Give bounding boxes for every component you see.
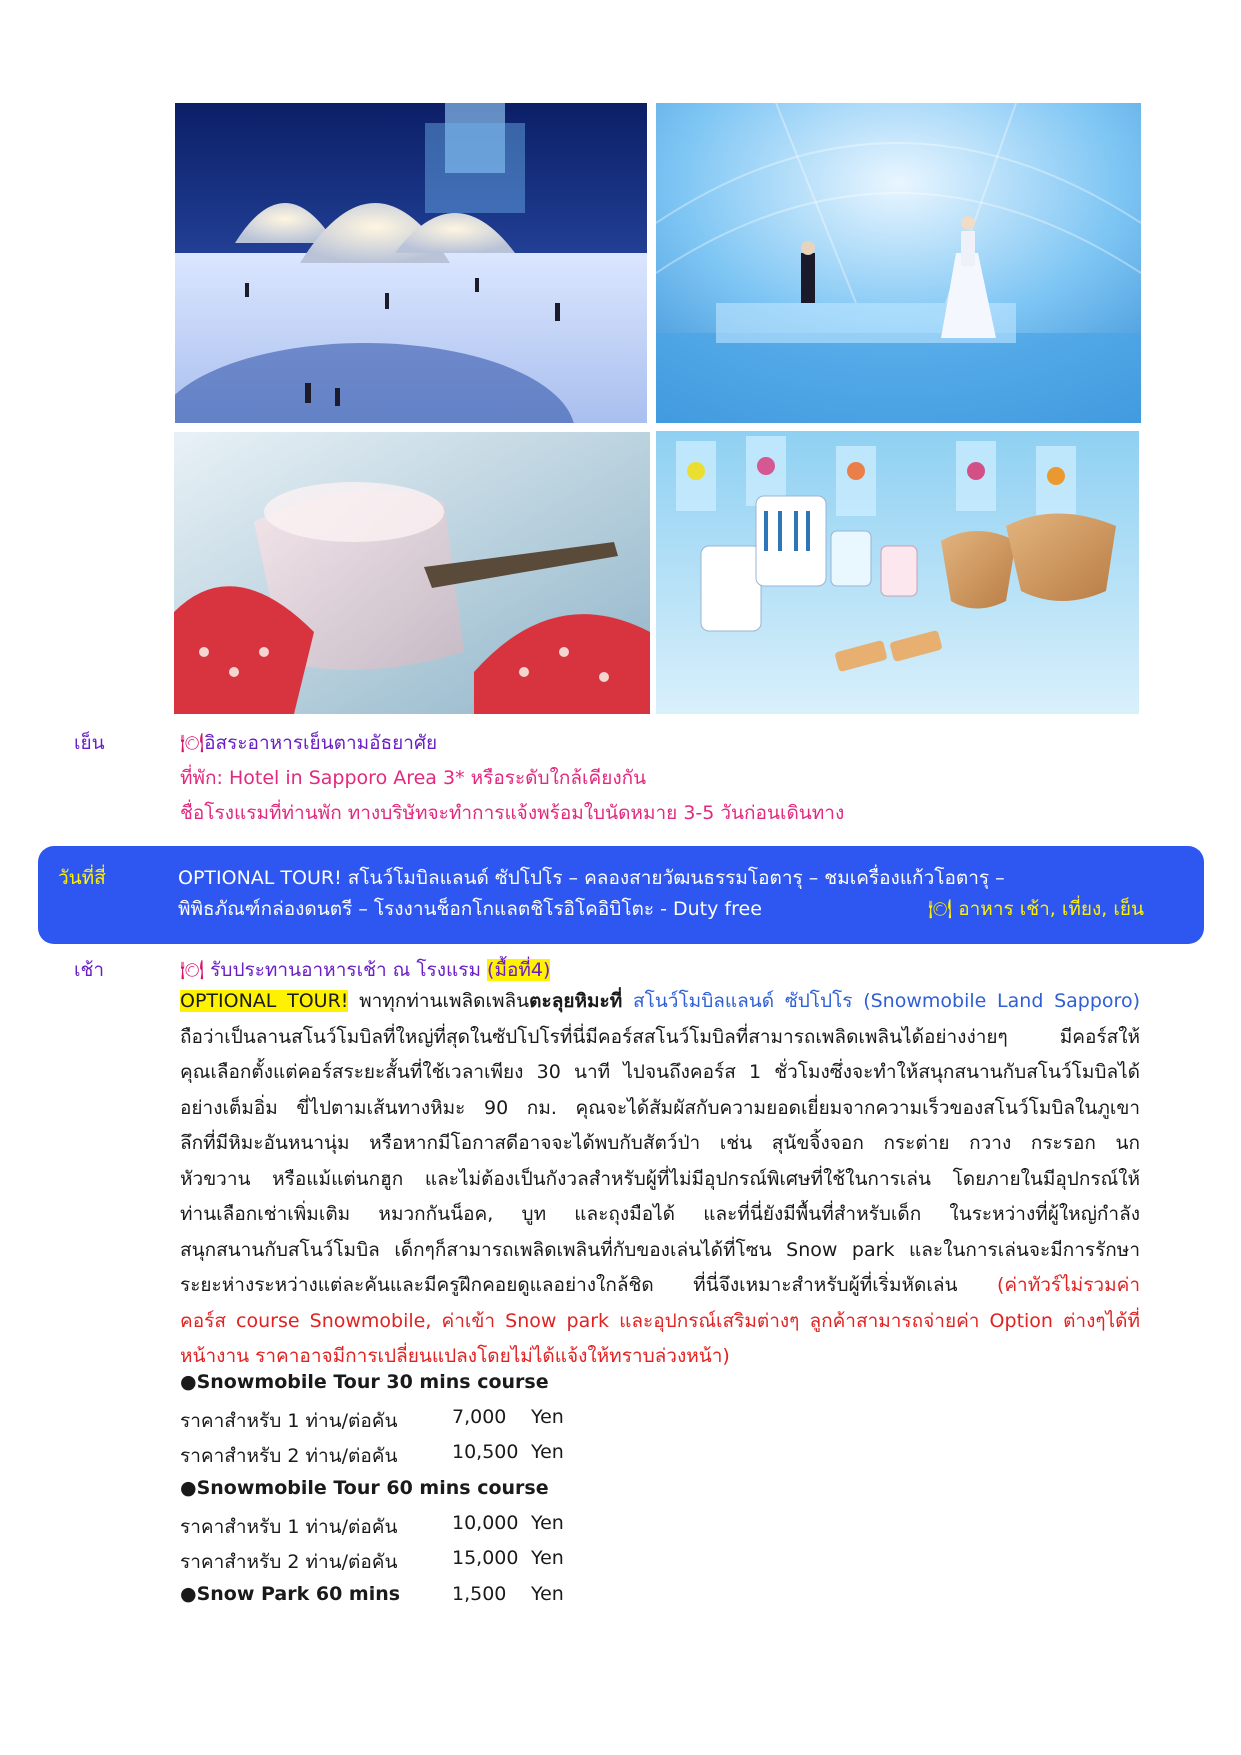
plate-icon: 🍽 (180, 959, 205, 981)
day4-itinerary-line2: พิพิธภัณฑ์กล่องดนตรี – โรงงานช็อกโกแลตชิโรอิโคอิบิโตะ - Duty free (178, 898, 762, 920)
price-value: 7,000 (452, 1406, 507, 1428)
price-unit: Yen (531, 1406, 564, 1428)
description-line-1 (180, 984, 1140, 1020)
description-line: คุณเลือกตั้งแต่คอร์สระยะสั้นที่ใช้เวลาเพียง 30 นาที ไปจนถึงคอร์ส 1 ชั่วโมงซึ่งจะทำให้สนุกสนานกับสโนว์โมบิลได้ (180, 1061, 1140, 1083)
price-value: 10,500 (452, 1441, 519, 1463)
plate-icon: 🍽 (180, 732, 205, 754)
day4-meals-text: อาหาร เช้า, เที่ยง, เย็น (958, 898, 1144, 920)
evening-meal-line (180, 728, 437, 758)
morning-label: เช้า (74, 959, 105, 981)
price-label: ราคาสำหรับ 1 ท่าน/ต่อคัน (180, 1516, 398, 1538)
evening-meal-text: อิสระอาหารเย็นตามอัธยาศัย (204, 732, 438, 754)
plate-icon: 🍽 (928, 898, 953, 920)
description-line: อย่างเต็มอิ่ม ขี่ไปตามเส้นทางหิมะ 90 กม. คุณจะได้สัมผัสกับความยอดเยี่ยมจากความเร็วของสโนว์โมบิลในภูเขา (180, 1096, 1140, 1119)
description-line-8a: ระยะห่างระหว่างแต่ละคันและมีครูฝึกคอยดูแลอย่างใกล้ชิด ที่นี่จึงเหมาะสำหรับผู้ที่เริ่มหัดเล่น (180, 1274, 997, 1296)
description-line: ลึกที่มีหิมะอันหนานุ่ม หรือหากมีโอกาสดีอาจจะได้พบกับสัตว์ป่า เช่น สุนัขจิ้งจอก กระต่าย กวาง กระรอก นก (180, 1132, 1140, 1154)
ice-chapel-photo (656, 103, 1141, 423)
price-label: ราคาสำหรับ 1 ท่าน/ต่อคัน (180, 1410, 398, 1432)
description-line: ท่านเลือกเช่าเพิ่มเติม หมวกกันน็อค, บูท และถุงมือได้ และที่นี่ยังมีพื้นที่สำหรับเด็ก ในระหว่างที่ผู้ใหญ่กำลัง (180, 1203, 1140, 1225)
evening-label: เย็น (74, 732, 105, 754)
snowpark-title: ●Snow Park 60 mins (180, 1583, 401, 1605)
description-line-8 (180, 1268, 1140, 1304)
price-value: 15,000 (452, 1547, 519, 1569)
day4-meals (928, 894, 1144, 924)
bold-phrase: ตะลุยหิมะที่ (529, 990, 623, 1012)
day4-label: วันที่สี่ (58, 867, 106, 889)
price-value: 10,000 (452, 1512, 519, 1534)
price-note-line: คอร์ส course Snowmobile, ค่าเข้า Snow park และอุปกรณ์เสริมต่างๆ ลูกค้าสามารถจ่ายค่า Option ต่างๆได้ที่ (180, 1309, 1140, 1332)
carving-ice-glass-photo (174, 432, 650, 714)
place-name: สโนว์โมบิลแลนด์ ซัปโปโร (Snowmobile Land Sapporo) (622, 990, 1140, 1012)
meal-number: (มื้อที่4) (487, 959, 551, 981)
day4-itinerary-line1: OPTIONAL TOUR! สโนว์โมบิลแลนด์ ซัปโปโร – คลองสายวัฒนธรรมโอตารุ – ชมเครื่องแก้วโอตารุ – (178, 867, 1005, 889)
tour60-title: ●Snowmobile Tour 60 mins course (180, 1477, 549, 1499)
day4-banner (38, 846, 1204, 944)
tour30-title: ●Snowmobile Tour 30 mins course (180, 1371, 549, 1393)
price-label: ราคาสำหรับ 2 ท่าน/ต่อคัน (180, 1445, 398, 1467)
price-unit: Yen (531, 1583, 564, 1605)
description-line: ถือว่าเป็นลานสโนว์โมบิลที่ใหญ่ที่สุดในซัปโปโรที่นี่มีคอร์สสโนว์โมบิลที่สามารถเพลิดเพลินได้อย่างง่ายๆ มีคอร์สให้ (180, 1025, 1140, 1048)
intro-text: พาทุกท่านเพลิดเพลิน (348, 990, 530, 1012)
description-line: หัวขวาน หรือแม้แต่นกฮูก และไม่ต้องเป็นกังวลสำหรับผู้ที่ไม่มีอุปกรณ์พิเศษที่ใช้ในการเล่น โดยภายในมีอุปกรณ์ให้ (180, 1167, 1140, 1190)
price-note-line: หน้างาน ราคาอาจมีการเปลี่ยนแปลงโดยไม่ได้แจ้งให้ทราบล่วงหน้า) (180, 1345, 730, 1367)
snowmobile-description (180, 984, 1140, 1375)
breakfast-text: รับประทานอาหารเช้า ณ โรงแรม (210, 959, 481, 981)
breakfast-line (180, 955, 550, 985)
hotel-text: ที่พัก: Hotel in Sapporo Area 3* หรือระดับใกล้เคียงกัน (180, 767, 647, 789)
ice-village-domes-photo (175, 103, 647, 423)
price-unit: Yen (531, 1512, 564, 1534)
optional-tour-tag: OPTIONAL TOUR! (180, 990, 349, 1012)
hotel-note: ชื่อโรงแรมที่ท่านพัก ทางบริษัทจะทำการแจ้งพร้อมใบนัดหมาย 3-5 วันก่อนเดินทาง (180, 802, 845, 824)
price-label: ราคาสำหรับ 2 ท่าน/ต่อคัน (180, 1551, 398, 1573)
price-unit: Yen (531, 1547, 564, 1569)
price-unit: Yen (531, 1441, 564, 1463)
ice-village-cups-photo (656, 431, 1139, 714)
price-note-start: (ค่าทัวร์ไม่รวมค่า (996, 1274, 1140, 1296)
description-line: สนุกสนานกับสโนว์โมบิล เด็กๆก็สามารถเพลิดเพลินที่กับของเล่นได้ที่โซน Snow park และในการเล่นจะมีการรักษา (180, 1238, 1140, 1261)
price-value: 1,500 (452, 1583, 507, 1605)
